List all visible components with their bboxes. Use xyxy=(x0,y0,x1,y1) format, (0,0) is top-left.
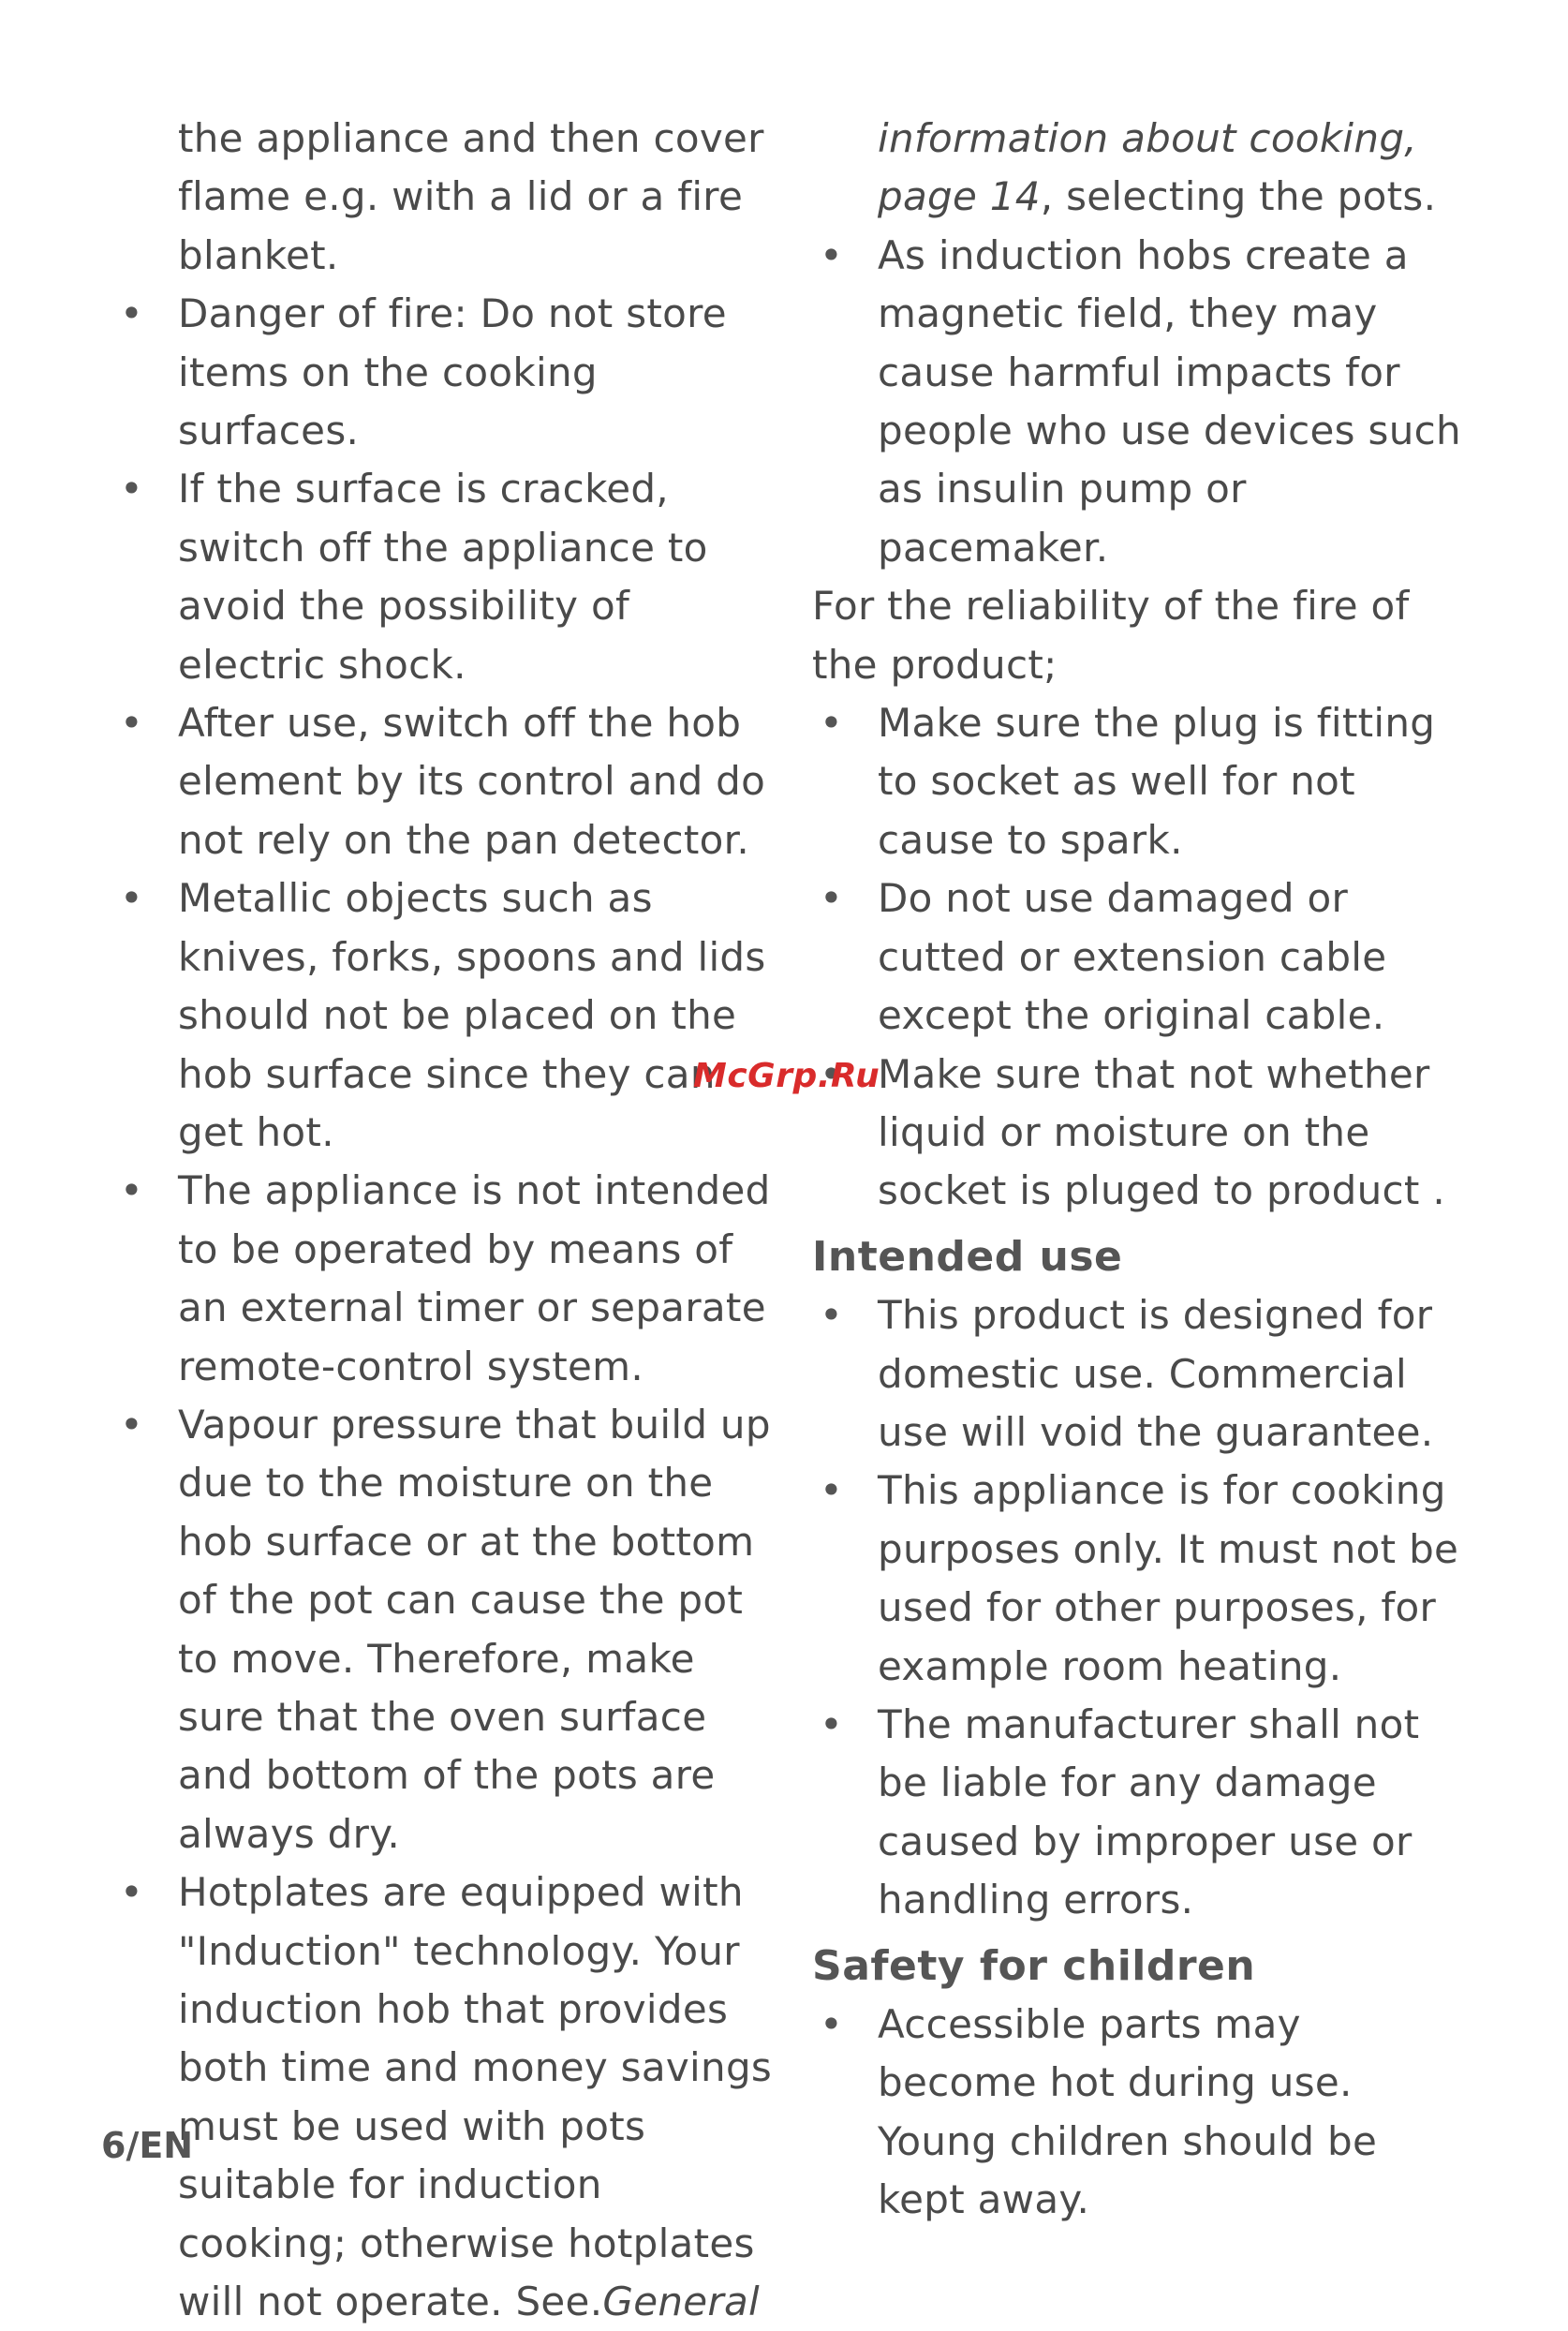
list-item-text: As induction hobs create a magnetic field, they may cause harmful impacts for people who use devices such as insulin pump or pacemaker. xyxy=(878,231,1461,571)
list-item-text: The manufacturer shall not be liable for any damage caused by improper use or handling errors. xyxy=(878,1700,1420,1923)
intro-continuation: the appliance and then cover flame e.g. with a lid or a fire blanket. xyxy=(178,115,764,278)
list-item xyxy=(112,1396,782,1863)
intended-use-heading: Intended use xyxy=(812,1232,1123,1281)
continuation-paragraph xyxy=(812,110,1468,227)
cross-reference: General xyxy=(602,2279,760,2325)
watermark: McGrp.Ru xyxy=(693,1057,880,1095)
list-item-text: Hotplates are equipped with "Induction" technology. Your induction hob that provides both time and money savings must be used with pots suitable for induction cooking; otherwise hotplates will not operate. See. xyxy=(178,1869,773,2325)
list-item-text: Danger of fire: Do not store items on the cooking surfaces. xyxy=(178,290,727,454)
list-item-text: Vapour pressure that build up due to the moisture on the hob surface or at the bottom of the pot can cause the pot to move. Therefore, make sure that the oven surface and bottom of the pots are always dry. xyxy=(178,1401,771,1857)
list-item xyxy=(812,1046,1468,1221)
list-item-text: This product is designed for domestic use. Commercial use will void the guarantee. xyxy=(878,1292,1434,1455)
page-number: 6/EN xyxy=(101,2125,194,2166)
list-item-text: Make sure the plug is fitting to socket as well for not cause to spark. xyxy=(878,700,1436,863)
list-item xyxy=(112,285,782,460)
list-item-text: Make sure that not whether liquid or moisture on the socket is pluged to product . xyxy=(878,1050,1445,1214)
left-column xyxy=(112,110,782,2331)
list-item xyxy=(112,694,782,869)
list-item xyxy=(112,1863,782,2331)
list-item xyxy=(112,1162,782,1396)
list-item xyxy=(812,227,1468,577)
list-item xyxy=(812,1286,1468,1462)
list-item-text: This appliance is for cooking purposes only. It must not be used for other purposes, for example room heating. xyxy=(878,1467,1459,1689)
list-item-text: The appliance is not intended to be operated by means of an external timer or separate remote-control system. xyxy=(178,1167,771,1389)
reliability-intro: For the reliability of the fire of the product; xyxy=(812,583,1410,688)
list-item xyxy=(112,460,782,694)
safety-for-children-heading: Safety for children xyxy=(812,1941,1256,1990)
list-item-text: After use, switch off the hob element by its control and do not rely on the pan detector. xyxy=(178,700,766,863)
list-item xyxy=(812,694,1468,869)
list-item-text: Accessible parts may become hot during use. Young children should be kept away. xyxy=(878,2001,1378,2223)
list-item xyxy=(112,869,782,1162)
list-item xyxy=(812,1462,1468,1696)
list-item xyxy=(812,1696,1468,1930)
list-item-text: Do not use damaged or cutted or extension cable except the original cable. xyxy=(878,875,1387,1039)
list-item-text: If the surface is cracked, switch off the appliance to avoid the possibility of electric shock. xyxy=(178,466,708,688)
right-column xyxy=(812,110,1468,2230)
list-item xyxy=(812,869,1468,1045)
continuation-text: , selecting the pots. xyxy=(1040,173,1437,220)
cross-reference: information about cooking, page 14 xyxy=(878,115,1417,220)
list-item xyxy=(812,1996,1468,2230)
list-item-text: Metallic objects such as knives, forks, spoons and lids should not be placed on the hob surface since they can get hot. xyxy=(178,875,766,1155)
